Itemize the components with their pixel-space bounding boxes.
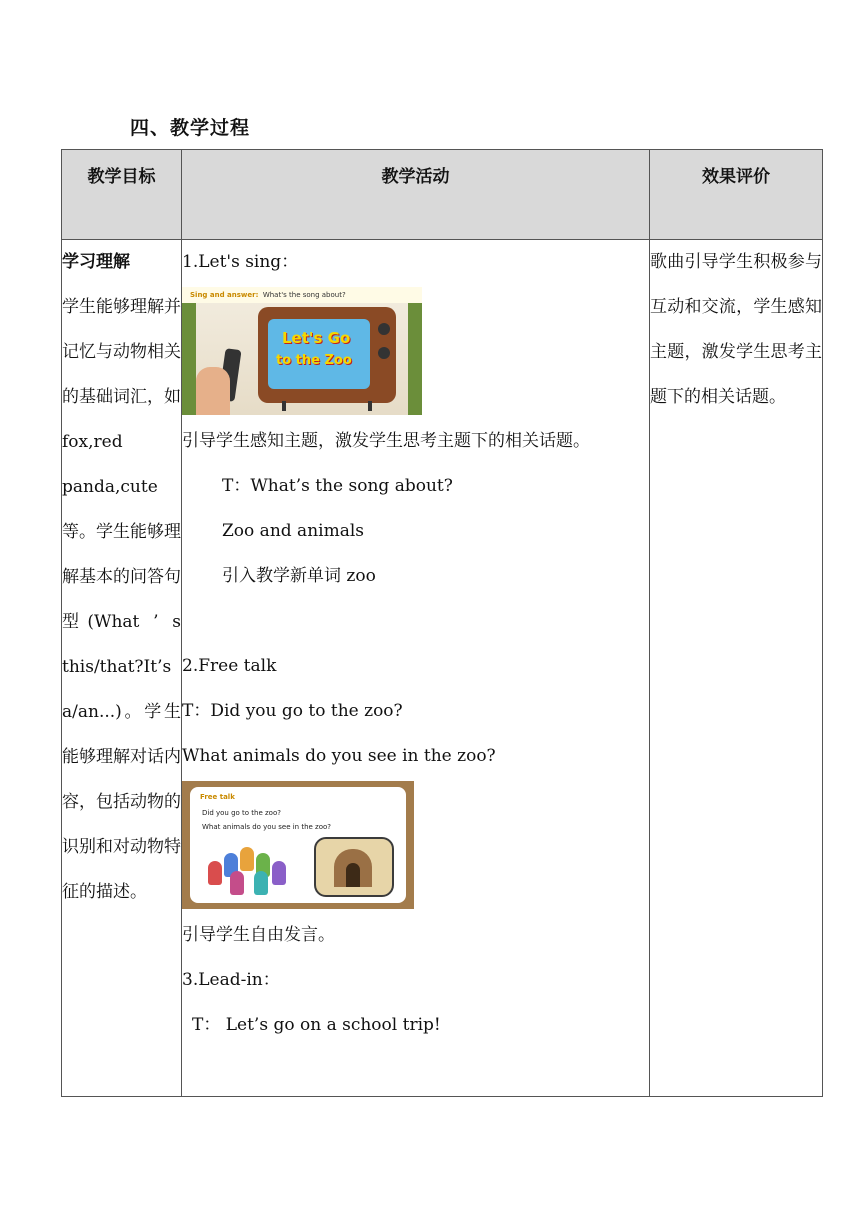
tv-screen [268, 319, 370, 389]
header-evaluation: 效果评价 [650, 150, 823, 240]
goal-text [62, 240, 181, 915]
zoo-gate-icon [314, 837, 394, 897]
lead-in-title: 3.Lead-in： [182, 970, 280, 990]
tv-knob-icon [378, 323, 390, 335]
tv-icon [258, 307, 396, 403]
tv-title-line1: Let's Go [282, 329, 351, 347]
goal-title: 学习理解 [62, 252, 130, 272]
evaluation-text: 歌曲引导学生积极参与互动和交流，学生感知主题，激发学生思考主题下的相关话题。 [650, 252, 822, 407]
free-talk-slide-line2: What animals do you see in the zoo? [202, 823, 332, 831]
free-talk-slide-line1: Did you go to the zoo? [202, 809, 281, 817]
sing-guide: 引导学生感知主题，激发学生思考主题下的相关话题。 [182, 431, 590, 451]
children-group-icon [204, 843, 304, 897]
free-talk-question-1: T：Did you go to the zoo? [182, 701, 403, 721]
free-talk-slide-label: Free talk [200, 793, 235, 801]
content-row [62, 240, 823, 1097]
leaf-border-right [408, 287, 422, 415]
teaching-process-table [61, 149, 823, 1097]
slide-card [190, 787, 406, 903]
sing-question: T：What’s the song about? [222, 476, 453, 496]
header-activity: 教学活动 [182, 150, 650, 240]
slide-banner-label: Sing and answer: [190, 291, 259, 299]
section-heading: 四、教学过程 [130, 117, 251, 139]
sing-new-word: 引入教学新单词 zoo [222, 566, 376, 586]
evaluation-cell [650, 240, 823, 1097]
free-talk-question-2: What animals do you see in the zoo? [182, 746, 496, 766]
goal-cell [62, 240, 182, 1097]
lead-in-line: T： Let’s go on a school trip! [192, 1015, 441, 1035]
spacer [182, 599, 649, 644]
song-slide-image [182, 287, 422, 415]
header-goal: 教学目标 [62, 150, 182, 240]
hand-icon [196, 367, 230, 415]
tv-title-line2: to the Zoo [276, 353, 352, 368]
activity-cell [182, 240, 650, 1097]
free-talk-slide-image [182, 781, 414, 909]
header-row [62, 150, 823, 240]
free-talk-title: 2.Free talk [182, 656, 277, 676]
slide-banner-question: What's the song about? [262, 291, 346, 299]
goal-body: 学生能够理解并记忆与动物相关的基础词汇，如 fox,red panda,cute等。学生能够理解基本的问答句型(What ’ s this/that?It’s a/an...)。学生能够理解对话内容，包括动物的识别和对动物特征的描述。 [62, 297, 181, 902]
tv-knob-icon [378, 347, 390, 359]
tv-leg [282, 401, 286, 411]
sing-answer: Zoo and animals [222, 521, 364, 541]
leaf-border-left [182, 287, 196, 415]
sing-title: 1.Let's sing： [182, 252, 299, 272]
free-talk-guide: 引导学生自由发言。 [182, 925, 335, 945]
slide-banner [182, 287, 422, 303]
tv-leg [368, 401, 372, 411]
